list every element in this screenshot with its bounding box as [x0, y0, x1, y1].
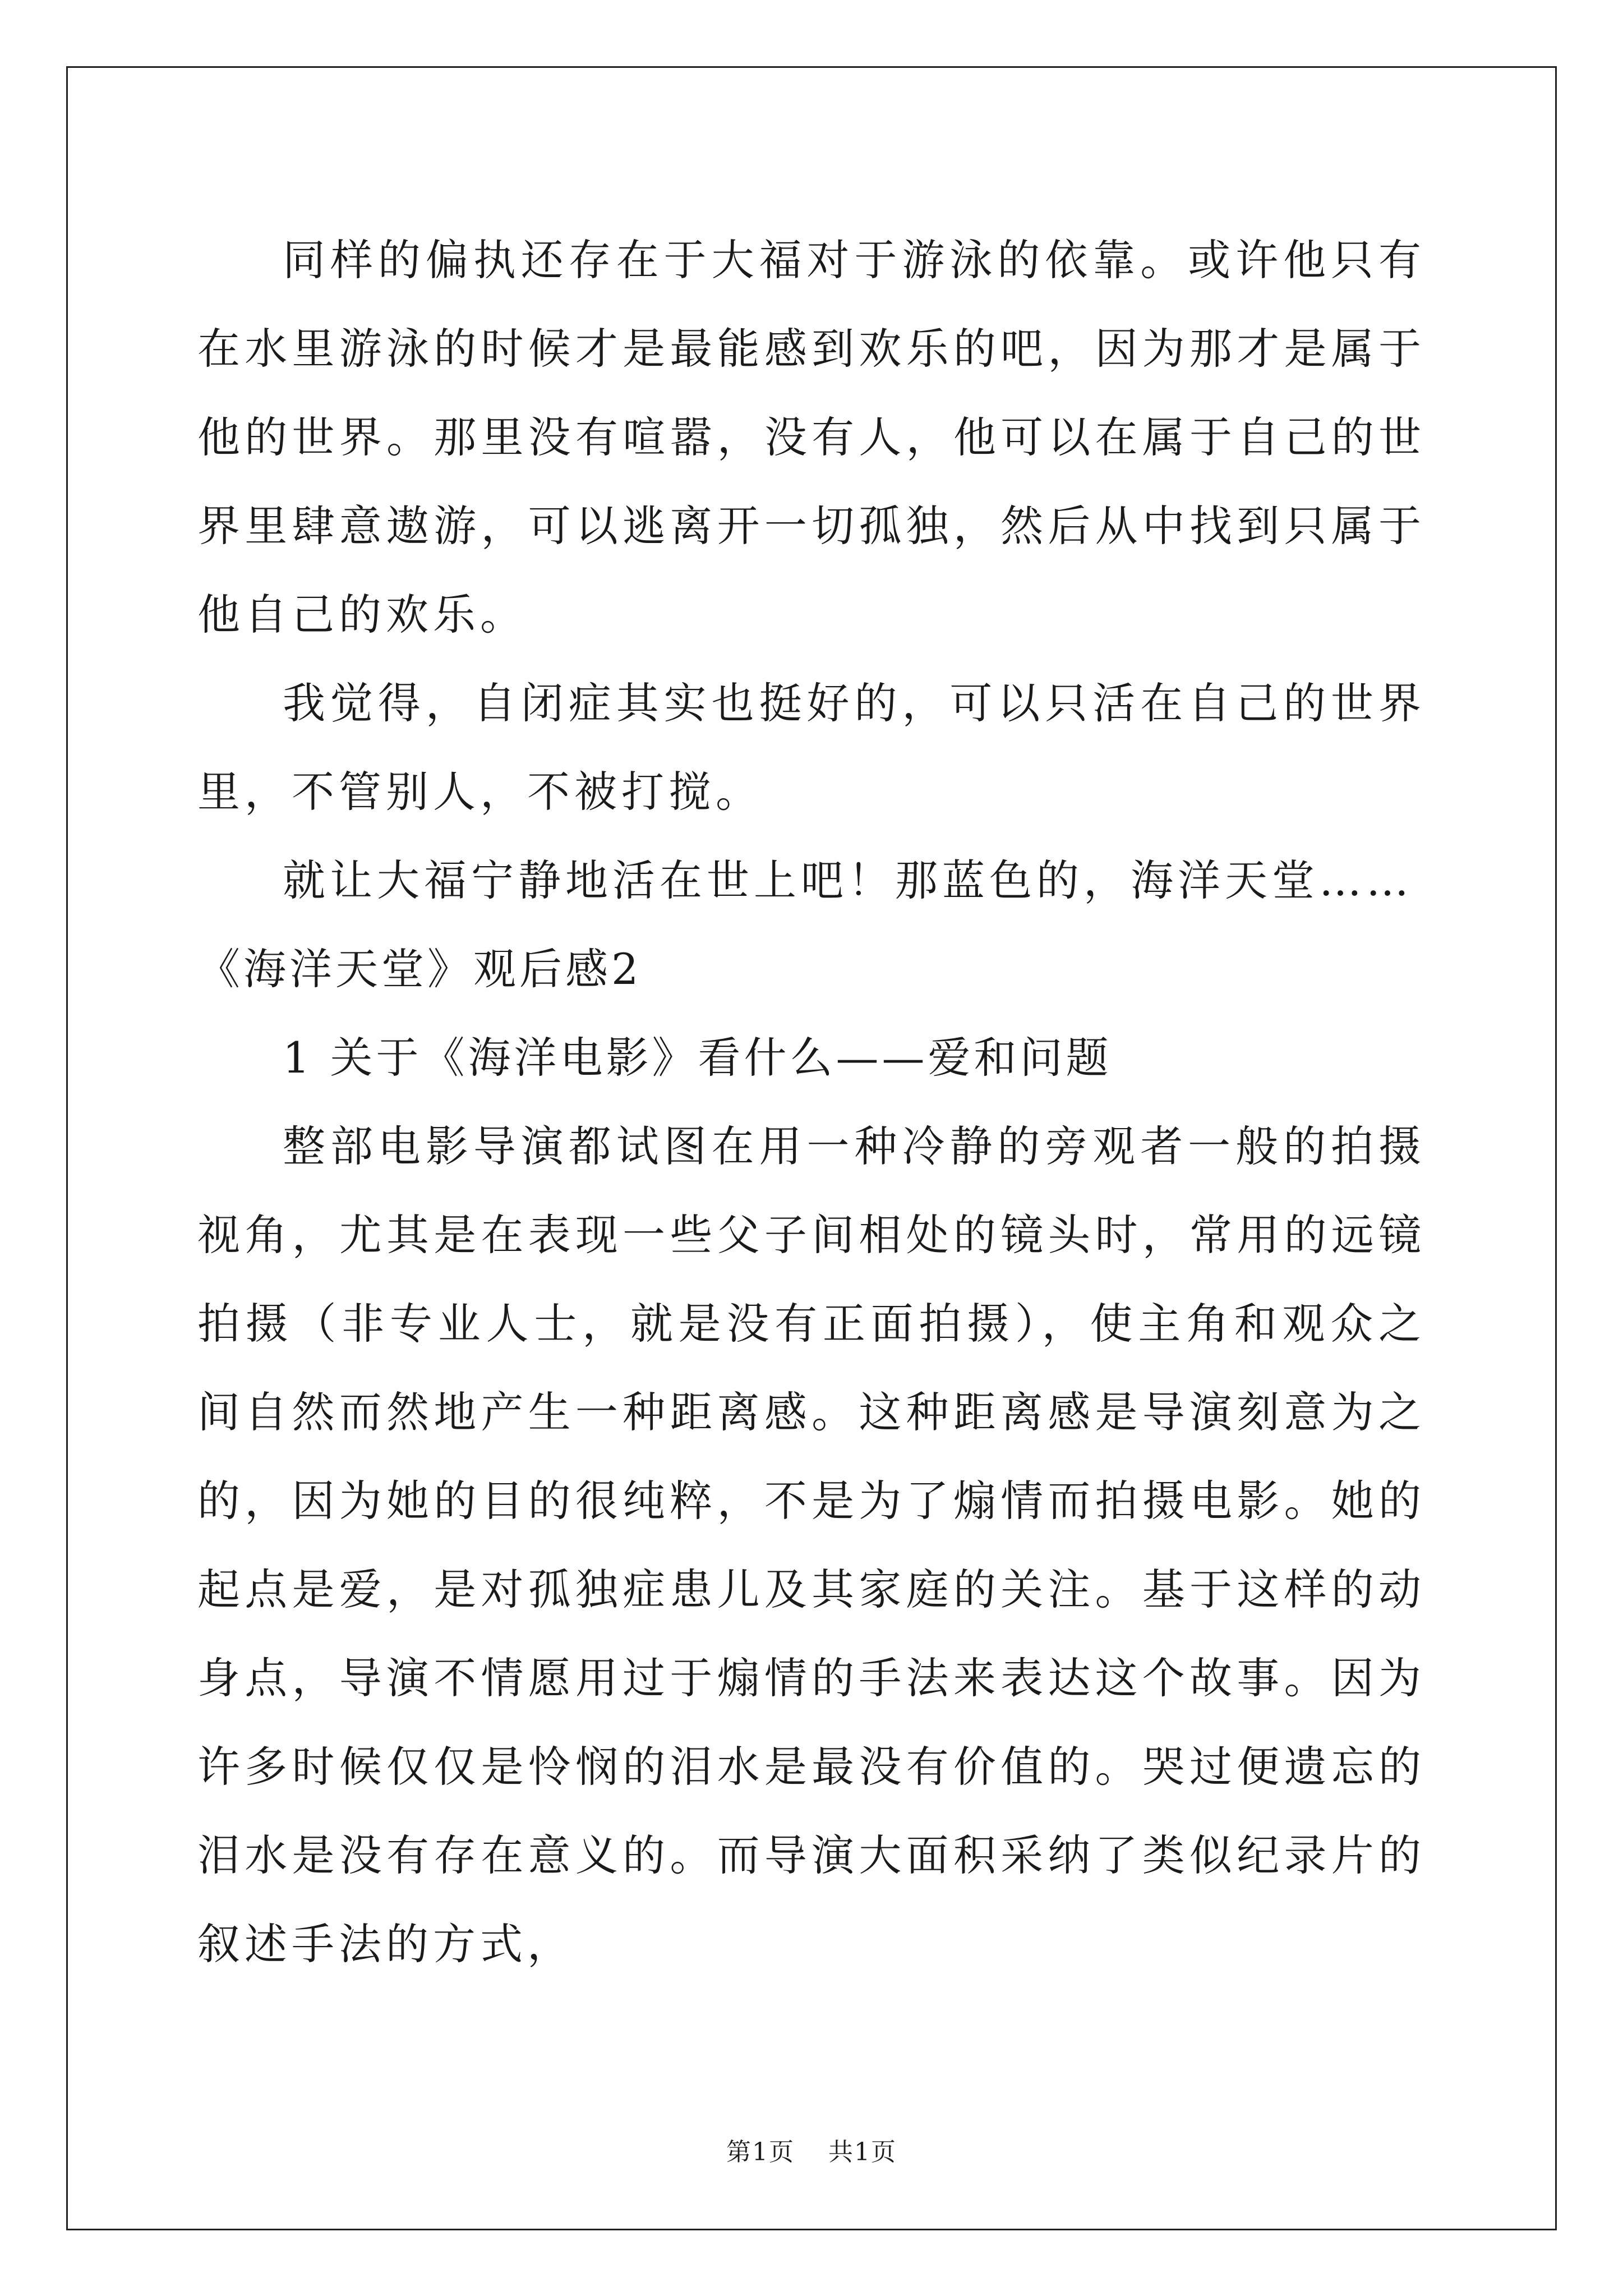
paragraph: 我觉得，自闭症其实也挺好的，可以只活在自己的世界里，不管别人，不被打搅。: [197, 678, 1426, 817]
page-footer: [0, 2132, 1623, 2168]
page-total: 共1页: [828, 2138, 897, 2166]
document-body: [197, 216, 1426, 1989]
section-subheading: 1 关于《海洋电影》看什么——爱和问题: [283, 1033, 1112, 1083]
page-number: 第1页: [726, 2138, 795, 2166]
paragraph: 整部电影导演都试图在用一种冷静的旁观者一般的拍摄视角，尤其是在表现一些父子间相处的镜头时，常用的远镜拍摄（非专业人士，就是没有正面拍摄），使主角和观众之间自然而然地产生一种距离感。这种距离感是导演刻意为之的，因为她的目的很纯粹，不是为了煽情而拍摄电影。她的起点是爱，是对孤独症患儿及其家庭的关注。基于这样的动身点，导演不情愿用过于煽情的手法来表达这个故事。因为许多时候仅仅是怜悯的泪水是最没有价值的。哭过便遗忘的泪水是没有存在意义的。而导演大面积采纳了类似纪录片的叙述手法的方式，: [197, 1121, 1426, 1969]
paragraph: 同样的偏执还存在于大福对于游泳的依靠。或许他只有在水里游泳的时候才是最能感到欢乐的吧，因为那才是属于他的世界。那里没有喧嚣，没有人，他可以在属于自己的世界里肆意遨游，可以逃离开一切孤独，然后从中找到只属于他自己的欢乐。: [197, 235, 1426, 639]
paragraph: 就让大福宁静地活在世上吧！那蓝色的，海洋天堂……: [283, 855, 1413, 905]
section-heading: 《海洋天堂》观后感2: [197, 944, 642, 994]
